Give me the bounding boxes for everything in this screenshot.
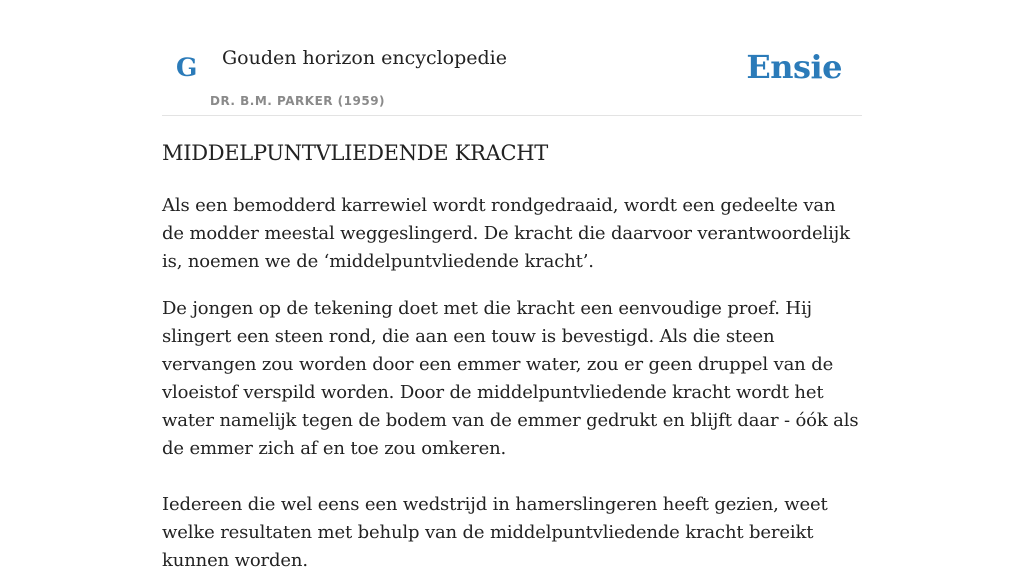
article-body	[162, 192, 862, 575]
article-title: MIDDELPUNTVLIEDENDE KRACHT	[162, 141, 548, 165]
article-paragraph: Als een bemodderd karrewiel wordt rondgedraaid, wordt een gedeelte van de modder meestal weggeslingerd. De kracht die daarvoor verantwoordelijk is, noemen we de ‘middelpuntvliedende kracht’.	[162, 195, 850, 272]
book-logo-icon[interactable]: G	[176, 53, 198, 82]
book-title-link[interactable]: Gouden horizon encyclopedie	[222, 47, 507, 69]
article-paragraph: De jongen op de tekening doet met die kracht een eenvoudige proef. Hij slingert een steen rond, die aan een touw is bevestigd. Als die steen vervangen zou worden door een emmer water, zou er geen druppel van de vloeistof verspild worden. Door de middelpuntvliedende kracht wordt het water namelijk tegen de bodem van de emmer gedrukt en blijft daar - óók als de emmer zich af en toe zou omkeren.	[162, 298, 859, 459]
page-container	[162, 0, 862, 571]
ensie-logo[interactable]: Ensie	[746, 48, 842, 86]
book-header	[162, 0, 862, 116]
article-paragraph: Iedereen die wel eens een wedstrijd in hamerslingeren heeft gezien, weet welke resultaten met behulp van de middelpuntvliedende kracht bereikt kunnen worden.	[162, 494, 828, 571]
book-author: DR. B.M. PARKER (1959)	[210, 94, 386, 108]
